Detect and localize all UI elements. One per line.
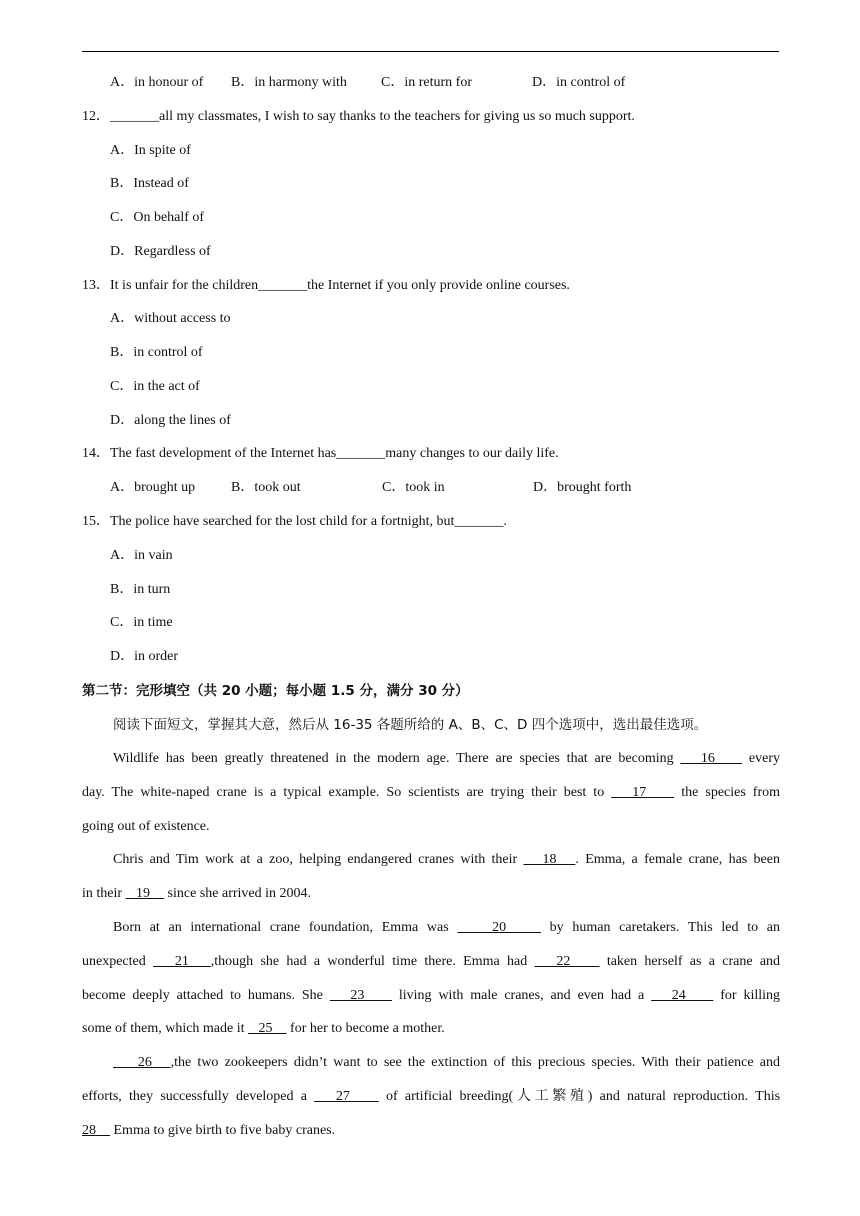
- passage-p4-line3: 28 Emma to give birth to five baby cranes.: [82, 1123, 336, 1138]
- passage-p2-line2: in their 19 since she arrived in 2004.: [82, 886, 312, 901]
- section-heading: 第二节：完形填空（共 20 小题；每小题 1.5 分，满分 30 分）: [82, 683, 469, 699]
- q11-option-a: A．in honour of: [110, 75, 204, 90]
- passage-p1-line1: Wildlife has been greatly threatened in the modern age. There are species that are becoming 16 every: [113, 751, 780, 766]
- passage-p1-line2: day. The white-naped crane is a typical example. So scientists are trying their best to 17 the species from: [82, 785, 781, 800]
- blank-23: 23: [329, 988, 392, 1003]
- q15-option-c: C．in time: [110, 615, 173, 630]
- blank-21: 21: [153, 954, 211, 969]
- q15-option-b: B．in turn: [110, 582, 171, 597]
- blank-19: 19: [125, 886, 165, 901]
- passage-p3-line1: Born at an international crane foundation, Emma was 20 by human caretakers. This led to an: [113, 920, 781, 935]
- top-rule: [82, 51, 779, 52]
- q11-option-d: D．in control of: [532, 75, 626, 90]
- q13-option-b: B．in control of: [110, 345, 203, 360]
- q12-option-b: B．Instead of: [110, 176, 189, 191]
- passage-p3-line4: some of them, which made it 25 for her to become a mother.: [82, 1021, 445, 1036]
- passage-p2-line1: Chris and Tim work at a zoo, helping endangered cranes with their 18 . Emma, a female crane, has been: [113, 852, 780, 867]
- q14-option-d: D．brought forth: [533, 480, 632, 495]
- q13-option-d: D．along the lines of: [110, 413, 231, 428]
- q14-option-a: A．brought up: [110, 480, 196, 495]
- blank-26: 26: [113, 1055, 171, 1070]
- blank-17: 17: [611, 785, 675, 800]
- q14-option-b: B．took out: [231, 480, 301, 495]
- blank-27: 27: [314, 1089, 379, 1104]
- passage-p3-line2: unexpected 21 ,though she had a wonderful time there. Emma had 22 taken herself as a crane and: [82, 954, 781, 969]
- q15-option-d: D．in order: [110, 649, 179, 664]
- q14-options: [110, 478, 808, 498]
- blank-16: 16: [680, 751, 743, 766]
- blank-20: 20: [457, 920, 541, 935]
- q11-options: [110, 73, 808, 93]
- q11-option-b: B．in harmony with: [231, 75, 347, 90]
- q13-option-c: C．in the act of: [110, 379, 200, 394]
- q15-stem: 15．The police have searched for the lost child for a fortnight, but_______.: [82, 514, 507, 529]
- blank-24: 24: [651, 988, 714, 1003]
- blank-28: 28: [82, 1123, 110, 1138]
- q12-stem: 12．_______all my classmates, I wish to say thanks to the teachers for giving us so much support.: [82, 109, 635, 124]
- passage-p4-line2: efforts, they successfully developed a 27 of artificial breeding(人工繁殖) and natural reproduction. This: [82, 1089, 781, 1104]
- passage-p1-line3: going out of existence.: [82, 819, 210, 834]
- blank-25: 25: [248, 1021, 287, 1036]
- q12-option-d: D．Regardless of: [110, 244, 211, 259]
- section-instruction: 阅读下面短文，掌握其大意，然后从 16-35 各题所给的 A、B、C、D 四个选项中，选出最佳选项。: [113, 717, 708, 733]
- q11-option-c: C．in return for: [381, 75, 472, 90]
- q12-option-c: C．On behalf of: [110, 210, 205, 225]
- q15-option-a: A．in vain: [110, 548, 173, 563]
- blank-18: 18: [523, 852, 576, 867]
- passage-p3-line3: become deeply attached to humans. She 23 living with male cranes, and even had a 24 for killing: [82, 988, 781, 1003]
- q14-option-c: C．took in: [382, 480, 445, 495]
- q13-stem: 13．It is unfair for the children_______the Internet if you only provide online courses.: [82, 278, 570, 293]
- q13-option-a: A．without access to: [110, 311, 231, 326]
- blank-22: 22: [534, 954, 600, 969]
- passage-p4-line1: 26 ,the two zookeepers didn’t want to see the extinction of this precious species. With their patience and: [113, 1055, 780, 1070]
- q14-stem: 14．The fast development of the Internet has_______many changes to our daily life.: [82, 446, 559, 461]
- q12-option-a: A．In spite of: [110, 143, 191, 158]
